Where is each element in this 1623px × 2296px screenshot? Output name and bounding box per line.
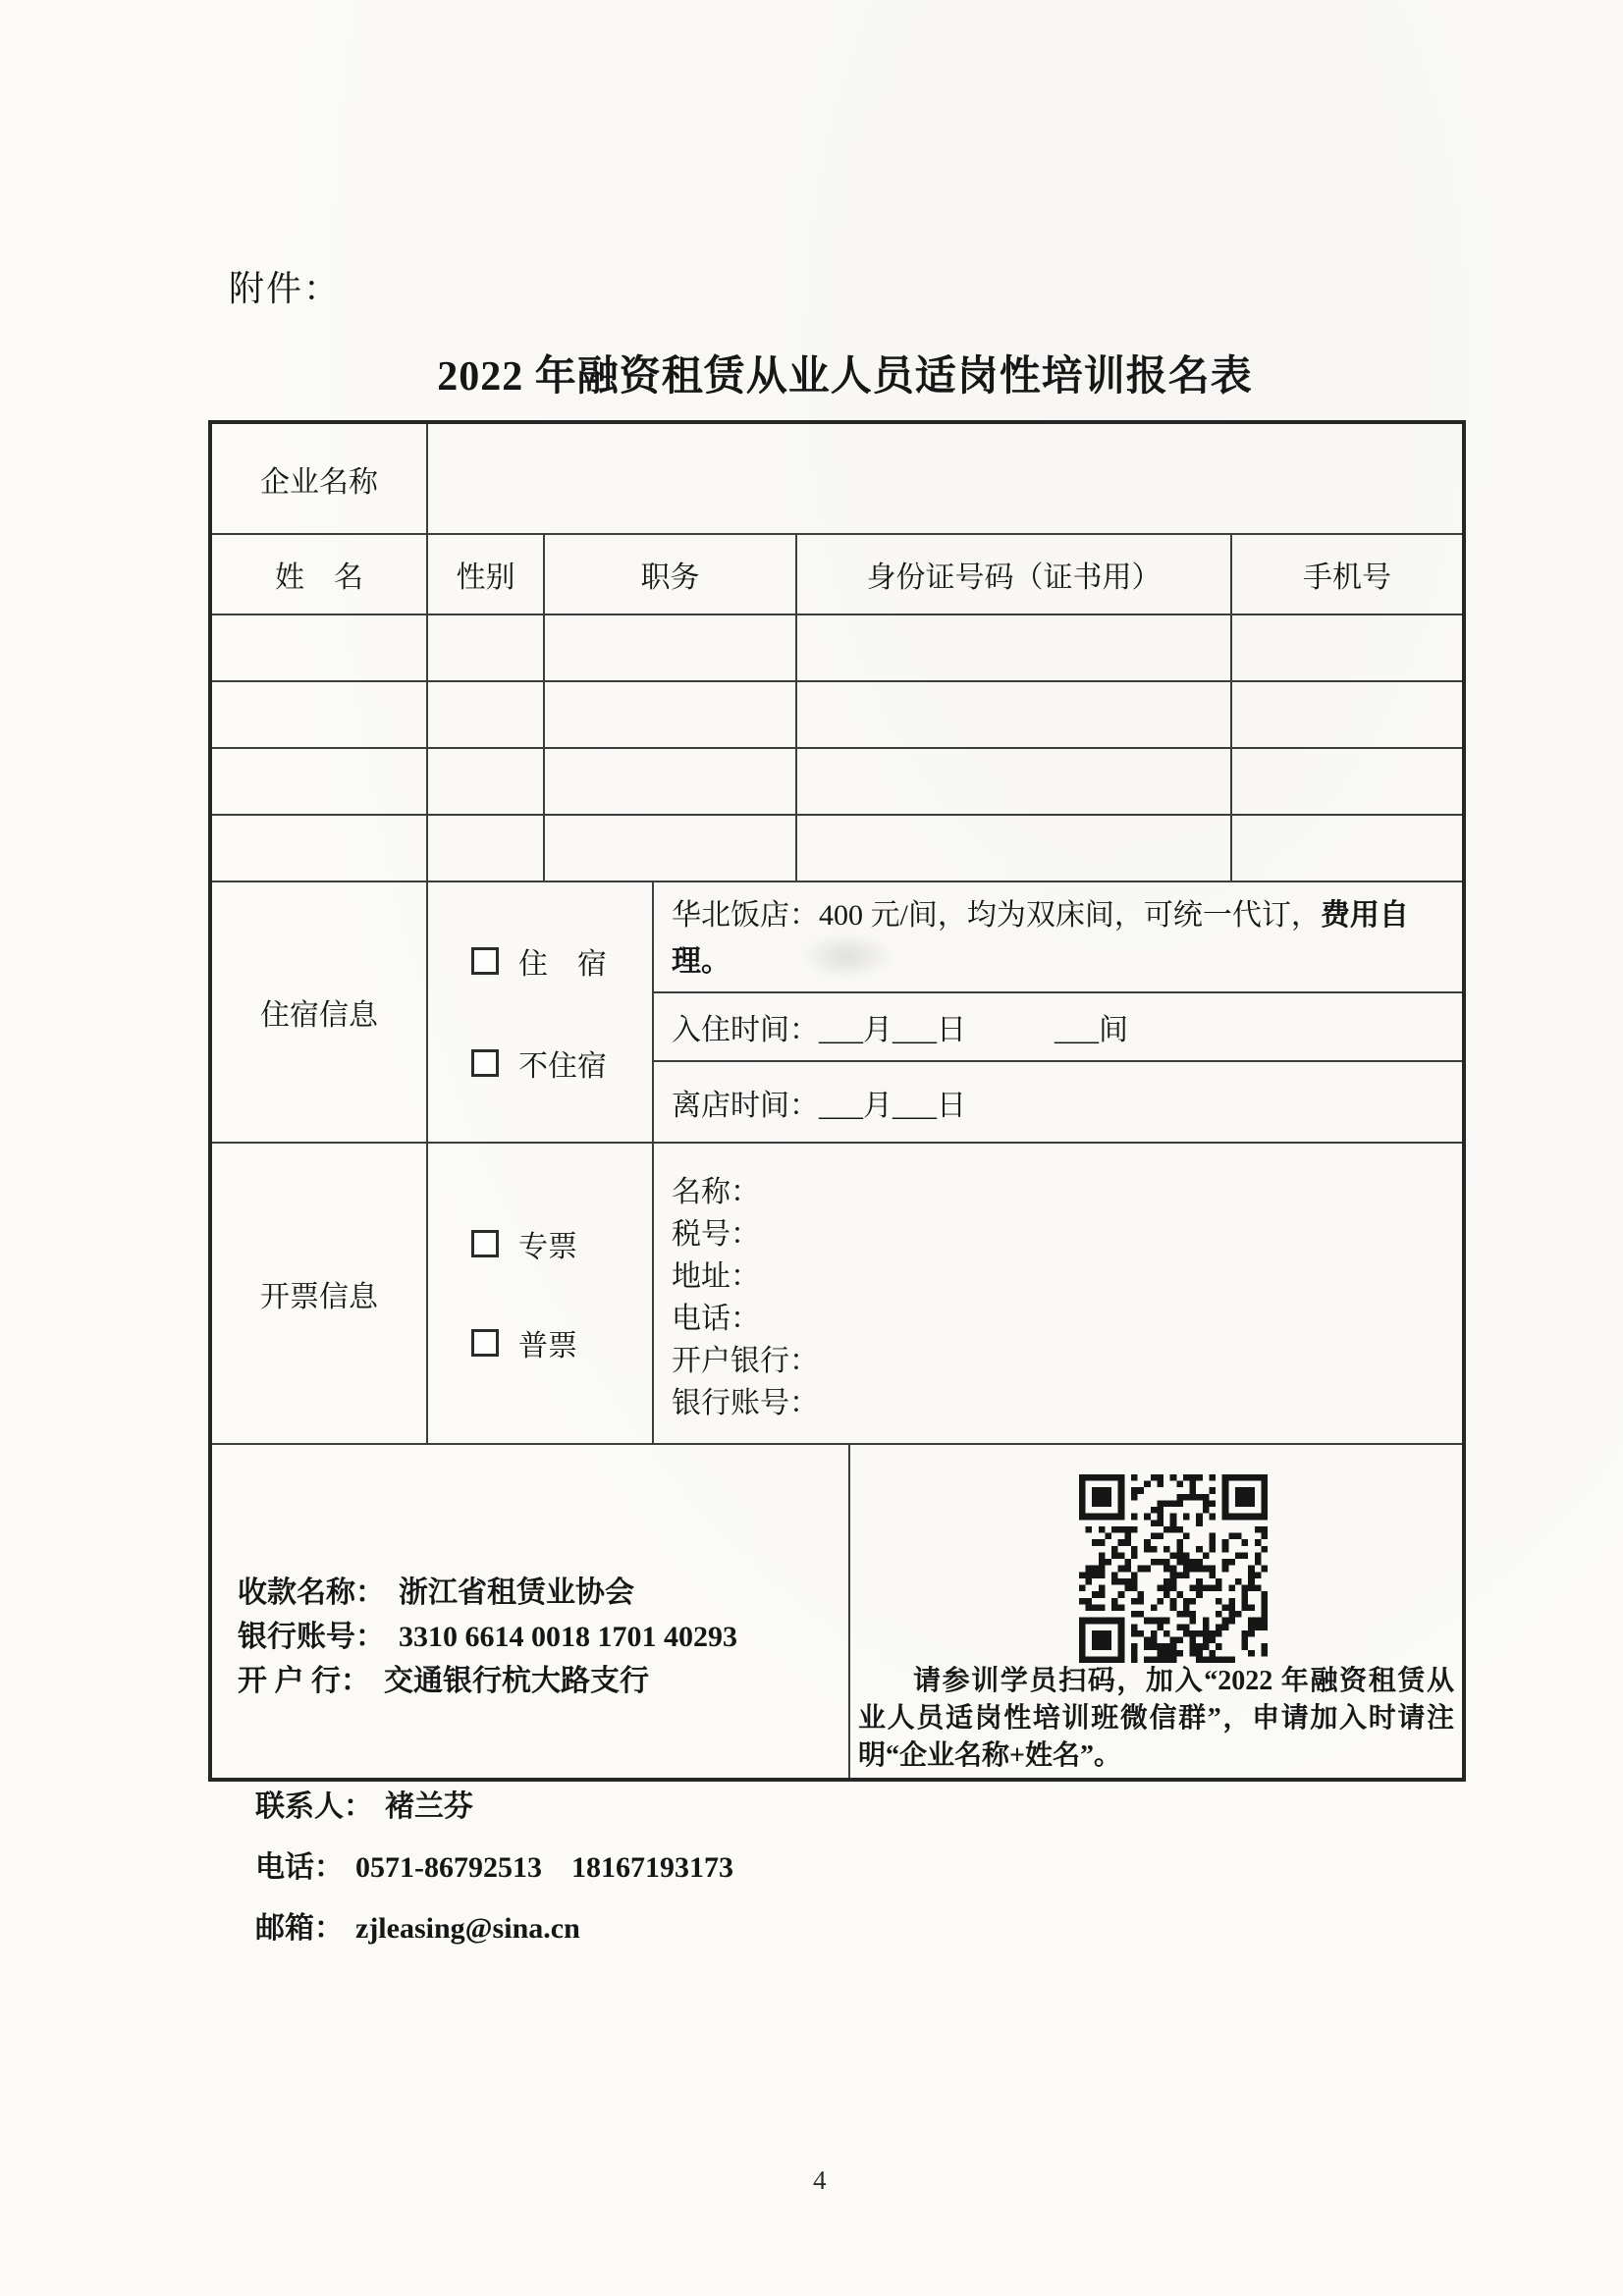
special-invoice-label: 专票 (518, 1231, 577, 1263)
entry-cell[interactable] (795, 749, 1230, 814)
entry-cell[interactable] (1230, 615, 1462, 680)
invoice-label: 开票信息 (260, 1280, 378, 1313)
contact-info (255, 1777, 733, 1959)
qr-code-image (1079, 1474, 1268, 1663)
contact-phone-label: 电话： (255, 1851, 344, 1884)
bank-account-line (238, 1615, 848, 1659)
qr-cell (848, 1445, 1462, 1778)
invoice-field-name[interactable]: 名称： (672, 1176, 760, 1208)
general-invoice-option (471, 1321, 652, 1364)
header-cell-gender: 性别 (426, 535, 543, 614)
hotel-note-text: 华北饭店：400 元/间，均为双床间，可统一代订， (672, 899, 1321, 932)
entry-cell[interactable] (212, 615, 426, 680)
hotel-note-bold-text: 费用自理。 (672, 899, 1409, 978)
header-cell-mobile: 手机号 (1230, 535, 1462, 614)
special-invoice-checkbox[interactable] (471, 1230, 499, 1257)
contact-phone-value: 0571-86792513 18167193173 (355, 1851, 733, 1884)
bank-branch-label: 开 户 行： (238, 1665, 370, 1697)
hotel-note (654, 882, 1430, 991)
entry-cell[interactable] (543, 682, 795, 747)
checkin-line[interactable]: 入住时间：___月___日 ___间 (654, 991, 1462, 1060)
no-stay-checkbox[interactable] (471, 1049, 499, 1077)
entry-cell[interactable] (1230, 816, 1462, 881)
bank-account-value: 3310 6614 0018 1701 40293 (399, 1621, 737, 1653)
accommodation-options (426, 882, 652, 1142)
entry-row (212, 680, 1462, 747)
entry-row (212, 747, 1462, 814)
entry-cell[interactable] (426, 682, 543, 747)
header-cell-position: 职务 (543, 535, 795, 614)
stay-checkbox[interactable] (471, 947, 499, 975)
company-row (212, 424, 1462, 533)
payee-value: 浙江省租赁业协会 (399, 1576, 634, 1609)
accommodation-label: 住宿信息 (260, 999, 378, 1032)
entry-cell[interactable] (212, 682, 426, 747)
stay-option (471, 939, 652, 983)
checkout-line[interactable]: 离店时间：___月___日 (654, 1060, 1462, 1142)
entry-cell[interactable] (212, 816, 426, 881)
payee-line (238, 1571, 848, 1615)
invoice-field-tax-id[interactable]: 税号： (672, 1218, 760, 1251)
special-invoice-option (471, 1222, 652, 1265)
bank-branch-value: 交通银行杭大路支行 (384, 1665, 649, 1697)
payment-info (212, 1445, 848, 1778)
invoice-field-bank[interactable]: 开户银行： (672, 1345, 819, 1377)
entry-cell[interactable] (543, 615, 795, 680)
contact-person-line (255, 1777, 733, 1838)
payee-label: 收款名称： (238, 1576, 385, 1609)
entry-cell[interactable] (543, 749, 795, 814)
entry-row (212, 614, 1462, 680)
company-name-label: 企业名称 (260, 465, 378, 499)
invoice-field-address[interactable]: 地址： (672, 1260, 760, 1293)
entry-cell[interactable] (212, 749, 426, 814)
contact-phone-line (255, 1838, 733, 1898)
attachment-label: 附件： (229, 269, 342, 308)
page-title: 2022 年融资租赁从业人员适岗性培训报名表 (437, 354, 1253, 400)
payment-qr-row (212, 1443, 1462, 1778)
header-cell-name: 姓 名 (275, 561, 363, 594)
accommodation-row (212, 881, 1462, 1142)
entry-row (212, 814, 1462, 881)
table-header-row (212, 533, 1462, 614)
entry-cell[interactable] (1230, 749, 1462, 814)
general-invoice-label: 普票 (518, 1330, 577, 1362)
registration-table (208, 420, 1466, 1782)
entry-cell[interactable] (795, 816, 1230, 881)
header-cell-id-number: 身份证号码（证书用） (795, 535, 1230, 614)
page-number: 4 (813, 2165, 827, 2195)
contact-email-value: zjleasing@sina.cn (355, 1912, 580, 1945)
entry-cell[interactable] (795, 682, 1230, 747)
entry-cell[interactable] (426, 749, 543, 814)
entry-cell[interactable] (426, 615, 543, 680)
no-stay-option-label: 不住宿 (518, 1050, 607, 1083)
bank-branch-line (238, 1659, 848, 1703)
contact-email-label: 邮箱： (255, 1912, 344, 1945)
contact-person-label: 联系人： (255, 1790, 373, 1823)
invoice-options (426, 1144, 652, 1443)
no-stay-option (471, 1041, 652, 1085)
stay-option-label: 住 宿 (518, 948, 607, 981)
entry-cell[interactable] (543, 816, 795, 881)
invoice-row (212, 1142, 1462, 1443)
company-name-field[interactable] (426, 424, 1462, 533)
bank-account-label: 银行账号： (238, 1621, 385, 1653)
qr-caption: 请参训学员扫码，加入“2022 年融资租赁从业人员适岗性培训班微信群”，申请加入时请注明“企业名称+姓名”。 (858, 1666, 1454, 1771)
contact-email-line (255, 1898, 733, 1959)
contact-person-value: 褚兰芬 (385, 1790, 473, 1823)
invoice-field-account[interactable]: 银行账号： (672, 1387, 819, 1419)
entry-cell[interactable] (1230, 682, 1462, 747)
entry-cell[interactable] (795, 615, 1230, 680)
entry-cell[interactable] (426, 816, 543, 881)
accommodation-details (652, 882, 1462, 1142)
invoice-field-phone[interactable]: 电话： (672, 1303, 760, 1335)
general-invoice-checkbox[interactable] (471, 1329, 499, 1357)
invoice-fields (652, 1144, 1462, 1443)
